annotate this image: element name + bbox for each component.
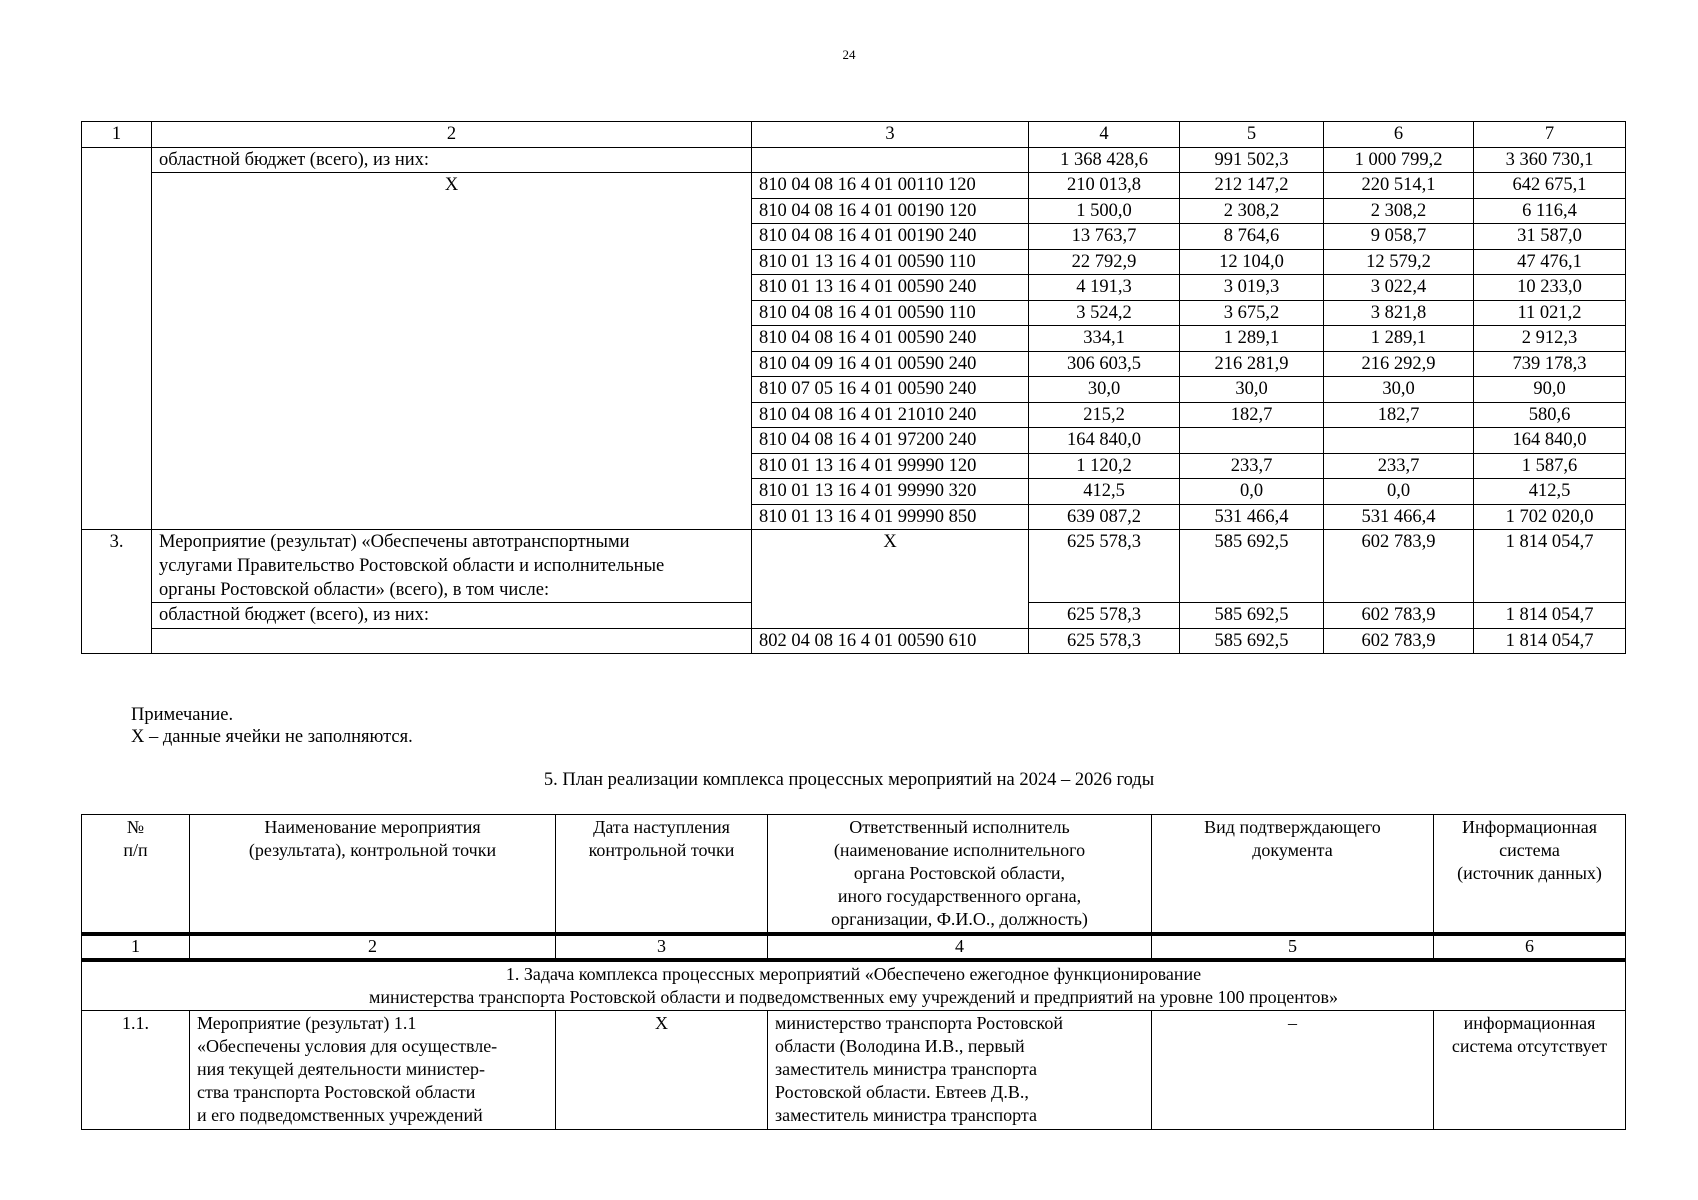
value-2026: 9 058,7: [1324, 224, 1474, 250]
header-number-row: [82, 122, 1626, 148]
value-2025: 212 147,2: [1180, 173, 1324, 199]
value-2026: 220 514,1: [1324, 173, 1474, 199]
event-document: –: [1152, 1011, 1434, 1130]
plan-header-row: [82, 815, 1626, 935]
event-system: информационная система отсутствует: [1434, 1011, 1626, 1130]
note-title: Примечание.: [131, 705, 234, 725]
event-date: Х: [556, 1011, 768, 1130]
value-2024: 164 840,0: [1029, 428, 1180, 454]
value-2024: 625 578,3: [1029, 628, 1180, 654]
task-row: [82, 960, 1626, 1011]
value-2024: 334,1: [1029, 326, 1180, 352]
value-2024: 306 603,5: [1029, 351, 1180, 377]
budget-code: 810 01 13 16 4 01 00590 240: [752, 275, 1029, 301]
value-2026: 216 292,9: [1324, 351, 1474, 377]
budget-code: 802 04 08 16 4 01 00590 610: [752, 628, 1029, 654]
value-2024: 1 120,2: [1029, 453, 1180, 479]
col-number: 7: [1474, 122, 1626, 148]
budget-code-row: [82, 173, 1626, 199]
value-total: 10 233,0: [1474, 275, 1626, 301]
value-2024: 625 578,3: [1029, 603, 1180, 629]
task-title: 1. Задача комплекса процессных мероприятий «Обеспечено ежегодное функционирование министерства транспорта Ростовской области и подведомственных ему учреждений и предприятий на уровне 100 процентов»: [82, 960, 1626, 1011]
header-name: Наименование мероприятия (результата), контрольной точки: [190, 815, 556, 935]
col-number: 4: [768, 934, 1152, 960]
value-total: 412,5: [1474, 479, 1626, 505]
value-total: 47 476,1: [1474, 249, 1626, 275]
value-2026: 3 022,4: [1324, 275, 1474, 301]
event-executor: министерство транспорта Ростовской области (Володина И.В., первый заместитель министра транспорта Ростовской области. Евтеев Д.В., заместитель министра транспорта: [768, 1011, 1152, 1130]
value-2026: 531 466,4: [1324, 504, 1474, 530]
value-2025: 233,7: [1180, 453, 1324, 479]
value-total: 90,0: [1474, 377, 1626, 403]
budget-code: 810 04 08 16 4 01 00110 120: [752, 173, 1029, 199]
value-2026: 2 308,2: [1324, 198, 1474, 224]
value-2024: 4 191,3: [1029, 275, 1180, 301]
budget-code: 810 04 08 16 4 01 21010 240: [752, 402, 1029, 428]
budget-code: 810 04 08 16 4 01 97200 240: [752, 428, 1029, 454]
value-2024: 412,5: [1029, 479, 1180, 505]
value-2025: 991 502,3: [1180, 147, 1324, 173]
event-name: Мероприятие (результат) 1.1 «Обеспечены условия для осуществле- ния текущей деятельности министер- ства транспорта Ростовской области и его подведомственных учреждений: [190, 1011, 556, 1130]
value-2024: 625 578,3: [1029, 530, 1180, 603]
budget-code: 810 01 13 16 4 01 99990 120: [752, 453, 1029, 479]
value-2025: 3 675,2: [1180, 300, 1324, 326]
col-number: 3: [556, 934, 768, 960]
value-total: 1 814 054,7: [1474, 530, 1626, 603]
value-2025: 182,7: [1180, 402, 1324, 428]
header-number: № п/п: [82, 815, 190, 935]
budget-code: 810 04 08 16 4 01 00190 120: [752, 198, 1029, 224]
row-number: 1.1.: [82, 1011, 190, 1130]
value-2024: 1 500,0: [1029, 198, 1180, 224]
value-2025: 1 289,1: [1180, 326, 1324, 352]
value-2025: 12 104,0: [1180, 249, 1324, 275]
budget-code: 810 01 13 16 4 01 99990 850: [752, 504, 1029, 530]
budget-code: 810 01 13 16 4 01 00590 110: [752, 249, 1029, 275]
header-system: Информационная система (источник данных): [1434, 815, 1626, 935]
plan-table: [81, 814, 1626, 1130]
value-total: 1 814 054,7: [1474, 603, 1626, 629]
col-number: 4: [1029, 122, 1180, 148]
value-2024: 13 763,7: [1029, 224, 1180, 250]
budget-code: 810 04 08 16 4 01 00590 240: [752, 326, 1029, 352]
value-2026: 30,0: [1324, 377, 1474, 403]
value-total: 164 840,0: [1474, 428, 1626, 454]
header-document: Вид подтверждающего документа: [1152, 815, 1434, 935]
value-2024: 210 013,8: [1029, 173, 1180, 199]
value-2024: 215,2: [1029, 402, 1180, 428]
event-code-row: [82, 628, 1626, 654]
value-total: 2 912,3: [1474, 326, 1626, 352]
value-2024: 1 368 428,6: [1029, 147, 1180, 173]
budget-code: 810 07 05 16 4 01 00590 240: [752, 377, 1029, 403]
value-2026: 602 783,9: [1324, 530, 1474, 603]
value-2026: 1 289,1: [1324, 326, 1474, 352]
plan-row: [82, 1011, 1626, 1130]
col-number: 1: [82, 122, 152, 148]
value-2024: 639 087,2: [1029, 504, 1180, 530]
row-number: 3.: [82, 530, 152, 654]
value-2026: 602 783,9: [1324, 628, 1474, 654]
value-2025: 531 466,4: [1180, 504, 1324, 530]
regional-budget-row: [82, 147, 1626, 173]
value-total: 11 021,2: [1474, 300, 1626, 326]
col-number: 6: [1324, 122, 1474, 148]
value-2024: 30,0: [1029, 377, 1180, 403]
value-2025: 2 308,2: [1180, 198, 1324, 224]
col-number: 5: [1152, 934, 1434, 960]
event-code: Х: [752, 530, 1029, 629]
row-label: областной бюджет (всего), из них:: [152, 603, 752, 629]
budget-code: 810 04 08 16 4 01 00190 240: [752, 224, 1029, 250]
value-2026: 233,7: [1324, 453, 1474, 479]
value-total: 3 360 730,1: [1474, 147, 1626, 173]
value-2026: 182,7: [1324, 402, 1474, 428]
value-2025: 585 692,5: [1180, 628, 1324, 654]
plan-number-row: [82, 934, 1626, 960]
budget-code: 810 04 09 16 4 01 00590 240: [752, 351, 1029, 377]
value-2025: 30,0: [1180, 377, 1324, 403]
value-2026: 602 783,9: [1324, 603, 1474, 629]
value-2026: 12 579,2: [1324, 249, 1474, 275]
value-2024: 22 792,9: [1029, 249, 1180, 275]
col-number: 1: [82, 934, 190, 960]
row-label: областной бюджет (всего), из них:: [152, 147, 752, 173]
budget-code: 810 01 13 16 4 01 99990 320: [752, 479, 1029, 505]
col-number: 5: [1180, 122, 1324, 148]
value-total: 6 116,4: [1474, 198, 1626, 224]
value-2026: 3 821,8: [1324, 300, 1474, 326]
value-total: 642 675,1: [1474, 173, 1626, 199]
value-2025: 8 764,6: [1180, 224, 1324, 250]
section-title: 5. План реализации комплекса процессных мероприятий на 2024 – 2026 годы: [543, 770, 1155, 790]
header-executor: Ответственный исполнитель (наименование исполнительного органа Ростовской области, иного государственного органа, организации, Ф.И.О., должность): [768, 815, 1152, 935]
value-total: 31 587,0: [1474, 224, 1626, 250]
event-label: Мероприятие (результат) «Обеспечены автотранспортными услугами Правительство Ростовской области и исполнительные органы Ростовской области» (всего), в том числе:: [152, 530, 752, 603]
value-total: 580,6: [1474, 402, 1626, 428]
row-number-empty: [82, 147, 152, 530]
value-2024: 3 524,2: [1029, 300, 1180, 326]
row-label-x: Х: [152, 173, 752, 530]
value-2026: 1 000 799,2: [1324, 147, 1474, 173]
value-total: 739 178,3: [1474, 351, 1626, 377]
value-2025: [1180, 428, 1324, 454]
row-code: [752, 147, 1029, 173]
row-label-empty: [152, 628, 752, 654]
value-2025: 585 692,5: [1180, 603, 1324, 629]
col-number: 2: [190, 934, 556, 960]
value-total: 1 587,6: [1474, 453, 1626, 479]
col-number: 3: [752, 122, 1029, 148]
col-number: 2: [152, 122, 752, 148]
value-2026: 0,0: [1324, 479, 1474, 505]
page-number: 24: [842, 47, 856, 62]
note-text: Х – данные ячейки не заполняются.: [131, 727, 413, 747]
col-number: 6: [1434, 934, 1626, 960]
budget-table: [81, 121, 1626, 654]
value-2025: 3 019,3: [1180, 275, 1324, 301]
value-total: 1 702 020,0: [1474, 504, 1626, 530]
value-2025: 0,0: [1180, 479, 1324, 505]
event-row: [82, 530, 1626, 603]
value-total: 1 814 054,7: [1474, 628, 1626, 654]
value-2025: 216 281,9: [1180, 351, 1324, 377]
value-2026: [1324, 428, 1474, 454]
header-date: Дата наступления контрольной точки: [556, 815, 768, 935]
budget-code: 810 04 08 16 4 01 00590 110: [752, 300, 1029, 326]
value-2025: 585 692,5: [1180, 530, 1324, 603]
